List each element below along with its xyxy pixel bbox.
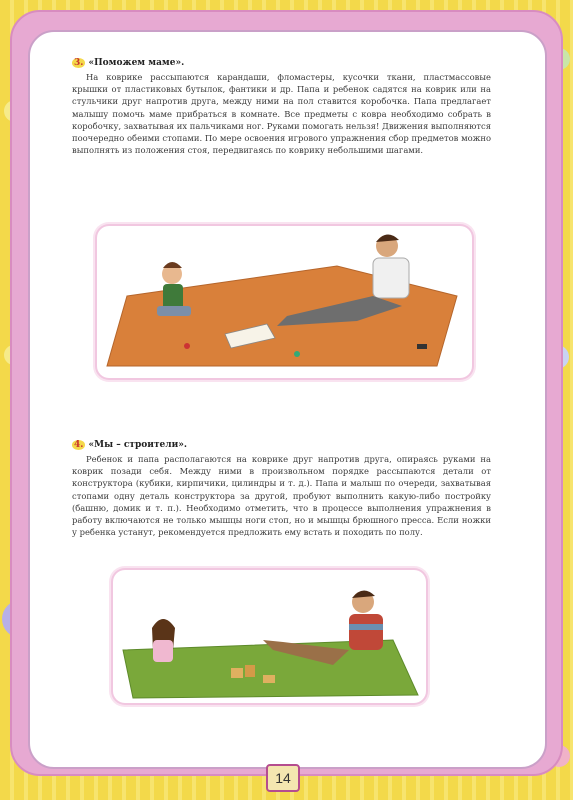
father-son-scene-image — [97, 226, 472, 378]
exercise-4-heading — [72, 440, 491, 450]
page-number-box — [266, 764, 300, 792]
exercise-4-number: 4. — [74, 440, 84, 450]
exercise-4 — [72, 440, 491, 538]
exercise-4-text: Ребенок и папа располагаются на коврике друг напротив друга, опираясь руками на коврик позади себя. Между ними в произвольном порядке рассыпаются детали от конструктора (кубики, кирпичики, цилиндры и т. д.). Папа и малыш по очереди, захватывая стопами одну деталь конструктора за другой, пробуют выполнить какую-либо постройку (башню, домик и т. п.). Необходимо отметить, что в процессе выполнения упражнения в работу включаются не только мышцы ноги стоп, но и мышцы брюшного пресса. Если ножки у ребенка устанут, рекомендуется предложить ему встать и походить по полу. — [72, 454, 491, 538]
illustration-father-son-picking-items — [97, 226, 472, 378]
exercise-3-text: На коврике рассыпаются карандаши, фломастеры, кусочки ткани, пластмассовые крышки от пластиковых бутылок, фантики и др. Папа и ребенок садятся на коврик или на стульчики друг напротив друга, между ними на пол ставится коробочка. Папа предлагает малышу помочь маме прибраться в комнате. Все предметы с ковра необходимо собрать в коробочку, захватывая их пальчиками ног. Руками помогать нельзя! Движения выполняются поочередно обеими стопами. По мере освоения игрового упражнения сбор предметов можно выполнять из положения стоя, передвигаясь по коврику небольшими шагами. — [72, 72, 491, 156]
page-number: 14 — [275, 770, 291, 786]
exercise-3 — [72, 58, 491, 156]
exercise-4-title: «Мы – строители». — [88, 440, 188, 450]
illustration-father-daughter-building — [113, 570, 426, 703]
exercise-3-number: 3. — [74, 58, 84, 68]
exercise-3-heading — [72, 58, 491, 68]
exercise-3-title: «Поможем маме». — [88, 58, 185, 68]
father-daughter-scene-image — [113, 570, 426, 703]
